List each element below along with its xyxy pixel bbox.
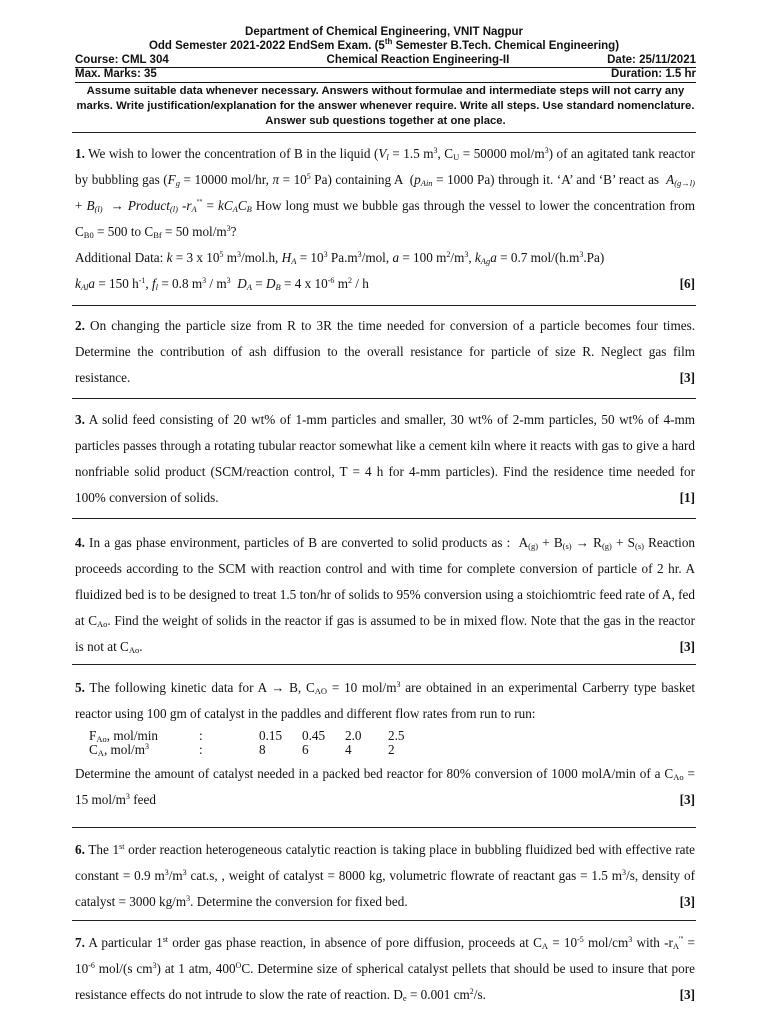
question-3: 3. A solid feed consisting of 20 wt% of 1-mm particles and smaller, 30 wt% of 2-mm particles, 50 wt% of 4-mm particles passes through a rotating tubular reactor somewhat like a cement kiln where it reacts with gas to give a hard nonfriable solid product (SCM/reaction control, T = 4 h for 4-mm particles). Find the residence time needed for 100% conversion of solids. [1] <box>75 407 695 511</box>
subject-name: Chemical Reaction Engineering-II <box>326 54 510 66</box>
section-divider <box>72 398 696 399</box>
section-divider <box>72 518 696 519</box>
table-row-label: $C_A$, mol/$m^3$ <box>89 742 149 758</box>
course-code: Course: CML 304 <box>75 54 169 66</box>
question-5: 5. The following kinetic data for A → B, $C_{AO} = 10$ mol/$m^3$ are obtained in an experimental Carberry type basket reactor using 100 gm of catalyst in the paddles and different flow rates from run to run: $F_{Ao}$, mol/min : 0.15 0.45 2.0 2.5 $C_A$, mol/$m^3$ : 8 6 4 2 Determine the amount of catalyst needed in a packed bed reactor for 80% conversion of 1000 molA/min of a $C_{Ao} = 15$ mol/$m^3$ feed [3] <box>75 675 695 813</box>
course-row <box>75 54 696 66</box>
table-cell: 2.5 <box>388 728 405 743</box>
marks-q6: [3] <box>679 894 695 909</box>
table-cell: 2 <box>388 742 395 757</box>
question-1: 1. We wish to lower the concentration of B in the liquid ($V_l = 1.5$ $m^3$, $C_U = 50000$ mol/$m^3$) of an agitated tank reactor by bubbling gas ($F_g = 10000$ mol/hr, $\pi = 10^5$ Pa) containing A ($p_{Ain} = 1000$ Pa) through it. ‘A’ and ‘B’ react as $A_{(g\to l)} + B_{(l)}$ → Product$_{(l)}$ $-r_A'''' = kC_AC_B$ How long must we bubble gas through the vessel to lower the concentration from $C_{B0} = 500$ to $C_{Bf} = 50$ mol/$m^3$? Additional Data: k = 3 x $10^5$ $m^3/mol.h$, $H_A = 10^3$ $Pa.m^3$/mol, a = 100 $m^2/m^3$, $k_{Ag}a = 0.7$ mol/$(h.m^3.Pa)$ $k_{Al}a = 150$ $h^{-1}$, $f_l = 0.8$ $m^3 / m^3$ $D_A = D_B = 4$ x $10^{-6}$ $m^2$ / h [6] <box>75 141 695 297</box>
table-cell: 8 <box>259 742 266 757</box>
marks-q3: [1] <box>679 490 695 505</box>
table-cell: 2.0 <box>345 728 362 743</box>
marks-q7: [3] <box>679 987 695 1002</box>
section-divider <box>72 305 696 306</box>
duration: Duration: 1.5 hr <box>611 68 696 80</box>
question-7: 7. A particular 1st order gas phase reaction, in absence of pore diffusion, proceeds at $C_A = 10^{-5}$ mol/$cm^3$ with $-r_A''' = 10^{-6}$ mol/(s $cm^3$) at 1 atm, $400^OC$. Determine size of spherical catalyst pellets that should be used to insure that pore resistance effects do not intrude to slow the rate of reaction. $D_e = 0.001$ $cm^2/s$. [3] <box>75 930 695 1008</box>
kinetic-data-table: $F_{Ao}$, mol/min : 0.15 0.45 2.0 2.5 $C_A$, mol/$m^3$ : 8 6 4 2 <box>89 729 695 757</box>
marks-q2: [3] <box>679 370 695 385</box>
marks-q5: [3] <box>679 792 695 807</box>
table-cell: 0.15 <box>259 728 283 743</box>
marks-q1: [6] <box>679 276 695 291</box>
section-divider <box>72 920 696 921</box>
table-cell: 6 <box>302 742 309 757</box>
table-row-label: $F_{Ao}$, mol/min <box>89 728 159 744</box>
max-marks: Max. Marks: 35 <box>75 68 157 80</box>
table-cell: 4 <box>345 742 352 757</box>
section-divider <box>72 664 696 665</box>
marks-row <box>75 68 696 80</box>
department-title: Department of Chemical Engineering, VNIT Nagpur <box>245 26 523 38</box>
table-cell: 0.45 <box>302 728 326 743</box>
question-4: 4. In a gas phase environment, particles of B are converted to solid products as : $A_{(g)} + B_{(s)} \to R_{(g)} + S_{(s)}$ Reaction proceeds according to the SCM with reaction control and with time for complete conversion of particle of 2 hr. A fluidized bed is to be designed to treat 1.5 ton/hr of solids to 95% conversion using a stoichiomtric feed rate of A, fed at $C_{Ao}$. Find the weight of solids in the reactor if gas is assumed to be in mixed flow. Note that the gas in the reactor is not at $C_{Ao}$. [3] <box>75 530 695 660</box>
semester-line: Odd Semester 2021-2022 EndSem Exam. (5th Semester B.Tech. Chemical Engineering) <box>148 37 620 52</box>
question-2: 2. On changing the particle size from R to 3R the time needed for conversion of a particle becomes four times. Determine the contribution of ash diffusion to the overall resistance for particle of size R. Neglect gas film resistance. [3] <box>75 313 695 391</box>
exam-date: Date: 25/11/2021 <box>607 54 696 66</box>
section-divider <box>72 827 696 828</box>
question-6: 6. The 1st order reaction heterogeneous catalytic reaction is taking place in bubbling fluidized bed with effective rate constant = 0.9 $m^3/m^3$ cat.s, , weight of catalyst = 8000 kg, volumetric flowrate of reactant gas = 1.5 $m^3/s$, density of catalyst = 3000 $kg/m^3$. Determine the conversion for fixed bed. [3] <box>75 837 695 915</box>
header-rule <box>75 82 696 83</box>
section-divider <box>72 132 696 133</box>
instructions: Assume suitable data whenever necessary. Answers without formulae and intermediate steps will not carry any marks. Write justification/explanation for the answer whenever require. Write all steps. Use standard nomenclature. Answer sub questions together at one place. <box>76 85 695 127</box>
marks-q4: [3] <box>679 639 695 654</box>
